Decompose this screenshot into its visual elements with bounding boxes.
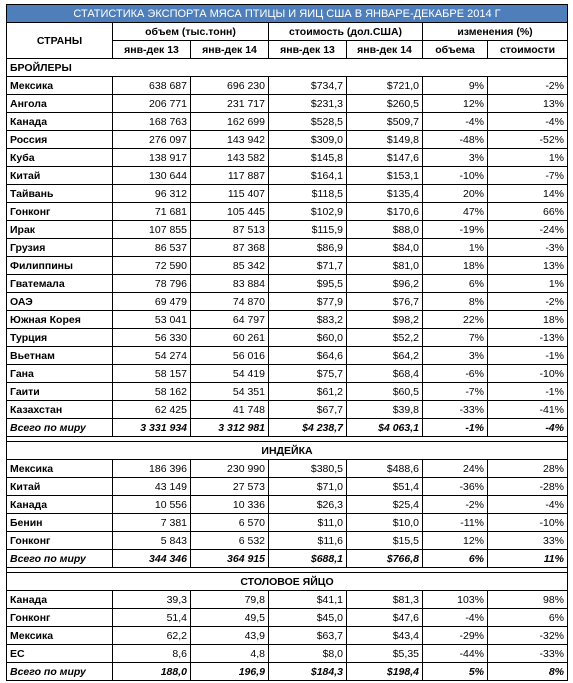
country-cell: Гватемала xyxy=(7,275,113,293)
value-cell: -10% xyxy=(488,365,568,383)
table-title: СТАТИСТИКА ЭКСПОРТА МЯСА ПТИЦЫ И ЯИЦ США В ЯНВАРЕ-ДЕКАБРЕ 2014 Г xyxy=(7,5,568,23)
value-cell: 18% xyxy=(423,257,488,275)
value-cell: $26,3 xyxy=(269,496,347,514)
value-cell: 49,5 xyxy=(191,609,269,627)
header-row xyxy=(7,23,568,41)
value-cell: $84,0 xyxy=(347,239,423,257)
value-cell: 6 570 xyxy=(191,514,269,532)
value-cell: 39,3 xyxy=(113,591,191,609)
subheader-cell: янв-дек 13 xyxy=(113,41,191,59)
value-cell: -4% xyxy=(488,113,568,131)
value-cell: 54 274 xyxy=(113,347,191,365)
value-cell: $15,5 xyxy=(347,532,423,550)
value-cell: -2% xyxy=(423,496,488,514)
country-cell: Бенин xyxy=(7,514,113,532)
value-cell: 1% xyxy=(488,149,568,167)
value-cell: $61,2 xyxy=(269,383,347,401)
value-cell: $309,0 xyxy=(269,131,347,149)
value-cell: 9% xyxy=(423,77,488,95)
value-cell: 276 097 xyxy=(113,131,191,149)
table-row xyxy=(7,383,568,401)
value-cell: 206 771 xyxy=(113,95,191,113)
value-cell: -11% xyxy=(423,514,488,532)
table-row xyxy=(7,77,568,95)
value-cell: 66% xyxy=(488,203,568,221)
table-row xyxy=(7,185,568,203)
country-cell: Ангола xyxy=(7,95,113,113)
value-cell: -44% xyxy=(423,645,488,663)
value-cell: 98% xyxy=(488,591,568,609)
value-cell: -29% xyxy=(423,627,488,645)
value-cell: $184,3 xyxy=(269,663,347,681)
country-cell: Канада xyxy=(7,113,113,131)
country-cell: Ирак xyxy=(7,221,113,239)
value-cell: 18% xyxy=(488,311,568,329)
value-cell: -4% xyxy=(488,496,568,514)
value-cell: 20% xyxy=(423,185,488,203)
value-cell: $68,4 xyxy=(347,365,423,383)
value-cell: -41% xyxy=(488,401,568,419)
value-cell: $60,5 xyxy=(347,383,423,401)
table-row xyxy=(7,239,568,257)
title-row xyxy=(7,5,568,23)
section-header-row xyxy=(7,573,568,591)
country-cell: Мексика xyxy=(7,627,113,645)
value-cell: 638 687 xyxy=(113,77,191,95)
country-cell: Гаити xyxy=(7,383,113,401)
value-cell: 8% xyxy=(488,663,568,681)
table-row xyxy=(7,401,568,419)
value-cell: $4 063,1 xyxy=(347,419,423,437)
table-row xyxy=(7,311,568,329)
value-cell: -3% xyxy=(488,239,568,257)
total-row xyxy=(7,550,568,568)
countries-header: СТРАНЫ xyxy=(7,23,113,59)
value-cell: $81,3 xyxy=(347,591,423,609)
value-cell: $8,0 xyxy=(269,645,347,663)
value-cell: -28% xyxy=(488,478,568,496)
value-cell: 8,6 xyxy=(113,645,191,663)
table-row xyxy=(7,221,568,239)
table-row xyxy=(7,478,568,496)
value-cell: 54 419 xyxy=(191,365,269,383)
value-cell: -52% xyxy=(488,131,568,149)
value-cell: $766,8 xyxy=(347,550,423,568)
value-cell: 27 573 xyxy=(191,478,269,496)
value-cell: -24% xyxy=(488,221,568,239)
value-cell: -33% xyxy=(423,401,488,419)
value-cell: 115 407 xyxy=(191,185,269,203)
value-cell: $52,2 xyxy=(347,329,423,347)
value-cell: $528,5 xyxy=(269,113,347,131)
country-cell: Всего по миру xyxy=(7,419,113,437)
value-cell: 3% xyxy=(423,149,488,167)
value-cell: $64,6 xyxy=(269,347,347,365)
value-cell: $77,9 xyxy=(269,293,347,311)
value-cell: 14% xyxy=(488,185,568,203)
value-cell: 4,8 xyxy=(191,645,269,663)
value-cell: 78 796 xyxy=(113,275,191,293)
country-cell: Китай xyxy=(7,478,113,496)
value-cell: 12% xyxy=(423,532,488,550)
value-cell: 1% xyxy=(488,275,568,293)
value-cell: 8% xyxy=(423,293,488,311)
value-cell: 51,4 xyxy=(113,609,191,627)
value-cell: -4% xyxy=(423,609,488,627)
value-cell: $98,2 xyxy=(347,311,423,329)
value-cell: $164,1 xyxy=(269,167,347,185)
country-cell: Тайвань xyxy=(7,185,113,203)
value-cell: $75,7 xyxy=(269,365,347,383)
value-cell: $170,6 xyxy=(347,203,423,221)
value-header: стоимость (дол.США) xyxy=(269,23,423,41)
value-cell: 3 312 981 xyxy=(191,419,269,437)
value-cell: -1% xyxy=(423,419,488,437)
value-cell: 53 041 xyxy=(113,311,191,329)
subheader-cell: объема xyxy=(423,41,488,59)
volume-header: объем (тыс.тонн) xyxy=(113,23,269,41)
value-cell: 5 843 xyxy=(113,532,191,550)
value-cell: $5,35 xyxy=(347,645,423,663)
value-cell: $11,6 xyxy=(269,532,347,550)
value-cell: $145,8 xyxy=(269,149,347,167)
value-cell: $43,4 xyxy=(347,627,423,645)
value-cell: 43 149 xyxy=(113,478,191,496)
value-cell: $102,9 xyxy=(269,203,347,221)
value-cell: 87 513 xyxy=(191,221,269,239)
section-title: СТОЛОВОЕ ЯЙЦО xyxy=(7,573,568,591)
value-cell: $11,0 xyxy=(269,514,347,532)
value-cell: 54 351 xyxy=(191,383,269,401)
value-cell: -7% xyxy=(423,383,488,401)
value-cell: $60,0 xyxy=(269,329,347,347)
value-cell: -4% xyxy=(488,419,568,437)
country-cell: Всего по миру xyxy=(7,550,113,568)
value-cell: 196,9 xyxy=(191,663,269,681)
value-cell: $198,4 xyxy=(347,663,423,681)
value-cell: 103% xyxy=(423,591,488,609)
value-cell: $135,4 xyxy=(347,185,423,203)
value-cell: 7% xyxy=(423,329,488,347)
country-cell: Мексика xyxy=(7,460,113,478)
value-cell: $153,1 xyxy=(347,167,423,185)
table-row xyxy=(7,532,568,550)
value-cell: $71,0 xyxy=(269,478,347,496)
value-cell: -36% xyxy=(423,478,488,496)
table-row xyxy=(7,149,568,167)
value-cell: 85 342 xyxy=(191,257,269,275)
table-body xyxy=(7,59,568,681)
subheader-cell: янв-дек 14 xyxy=(347,41,423,59)
country-cell: Канада xyxy=(7,496,113,514)
value-cell: $47,6 xyxy=(347,609,423,627)
value-cell: 79,8 xyxy=(191,591,269,609)
value-cell: 6% xyxy=(423,275,488,293)
country-cell: Всего по миру xyxy=(7,663,113,681)
value-cell: 696 230 xyxy=(191,77,269,95)
table-row xyxy=(7,257,568,275)
value-cell: 64 797 xyxy=(191,311,269,329)
value-cell: -48% xyxy=(423,131,488,149)
country-cell: Гонконг xyxy=(7,532,113,550)
value-cell: $41,1 xyxy=(269,591,347,609)
value-cell: $63,7 xyxy=(269,627,347,645)
table-row xyxy=(7,514,568,532)
value-cell: 74 870 xyxy=(191,293,269,311)
country-cell: Куба xyxy=(7,149,113,167)
value-cell: 87 368 xyxy=(191,239,269,257)
value-cell: -1% xyxy=(488,347,568,365)
value-cell: $147,6 xyxy=(347,149,423,167)
value-cell: 12% xyxy=(423,95,488,113)
value-cell: 11% xyxy=(488,550,568,568)
value-cell: -13% xyxy=(488,329,568,347)
value-cell: 130 644 xyxy=(113,167,191,185)
table-row xyxy=(7,203,568,221)
value-cell: -10% xyxy=(423,167,488,185)
value-cell: $10,0 xyxy=(347,514,423,532)
country-cell: Вьетнам xyxy=(7,347,113,365)
value-cell: -4% xyxy=(423,113,488,131)
table-row xyxy=(7,329,568,347)
value-cell: 107 855 xyxy=(113,221,191,239)
country-cell: Гана xyxy=(7,365,113,383)
country-cell: Канада xyxy=(7,591,113,609)
value-cell: 6% xyxy=(423,550,488,568)
table-row xyxy=(7,131,568,149)
table-row xyxy=(7,609,568,627)
value-cell: 71 681 xyxy=(113,203,191,221)
value-cell: 117 887 xyxy=(191,167,269,185)
value-cell: 138 917 xyxy=(113,149,191,167)
value-cell: 62 425 xyxy=(113,401,191,419)
value-cell: 1% xyxy=(423,239,488,257)
value-cell: 10 556 xyxy=(113,496,191,514)
value-cell: 344 346 xyxy=(113,550,191,568)
value-cell: 168 763 xyxy=(113,113,191,131)
value-cell: $86,9 xyxy=(269,239,347,257)
value-cell: 96 312 xyxy=(113,185,191,203)
table-row xyxy=(7,627,568,645)
value-cell: 143 942 xyxy=(191,131,269,149)
section-header-row xyxy=(7,442,568,460)
value-cell: $380,5 xyxy=(269,460,347,478)
value-cell: $149,8 xyxy=(347,131,423,149)
export-stats-document xyxy=(6,4,567,681)
value-cell: 105 445 xyxy=(191,203,269,221)
value-cell: 43,9 xyxy=(191,627,269,645)
table-row xyxy=(7,365,568,383)
table-row xyxy=(7,347,568,365)
value-cell: $71,7 xyxy=(269,257,347,275)
total-row xyxy=(7,663,568,681)
value-cell: -32% xyxy=(488,627,568,645)
table-row xyxy=(7,496,568,514)
value-cell: 10 336 xyxy=(191,496,269,514)
value-cell: $4 238,7 xyxy=(269,419,347,437)
country-cell: Гонконг xyxy=(7,203,113,221)
value-cell: $509,7 xyxy=(347,113,423,131)
value-cell: -1% xyxy=(488,383,568,401)
table-row xyxy=(7,95,568,113)
value-cell: 86 537 xyxy=(113,239,191,257)
country-cell: ОАЭ xyxy=(7,293,113,311)
value-cell: 13% xyxy=(488,257,568,275)
country-cell: Китай xyxy=(7,167,113,185)
value-cell: 69 479 xyxy=(113,293,191,311)
value-cell: $25,4 xyxy=(347,496,423,514)
value-cell: $51,4 xyxy=(347,478,423,496)
value-cell: 33% xyxy=(488,532,568,550)
value-cell: 62,2 xyxy=(113,627,191,645)
value-cell: $81,0 xyxy=(347,257,423,275)
subheader-cell: янв-дек 14 xyxy=(191,41,269,59)
value-cell: 162 699 xyxy=(191,113,269,131)
value-cell: 83 884 xyxy=(191,275,269,293)
value-cell: 72 590 xyxy=(113,257,191,275)
value-cell: 6 532 xyxy=(191,532,269,550)
value-cell: 24% xyxy=(423,460,488,478)
value-cell: $64,2 xyxy=(347,347,423,365)
country-cell: Гонконг xyxy=(7,609,113,627)
country-cell: Турция xyxy=(7,329,113,347)
table-row xyxy=(7,113,568,131)
value-cell: $231,3 xyxy=(269,95,347,113)
table-row xyxy=(7,645,568,663)
value-cell: 3 331 934 xyxy=(113,419,191,437)
value-cell: 143 582 xyxy=(191,149,269,167)
value-cell: 230 990 xyxy=(191,460,269,478)
value-cell: $76,7 xyxy=(347,293,423,311)
section-title: ИНДЕЙКА xyxy=(7,442,568,460)
export-table xyxy=(6,4,568,681)
value-cell: 28% xyxy=(488,460,568,478)
value-cell: $260,5 xyxy=(347,95,423,113)
value-cell: $115,9 xyxy=(269,221,347,239)
value-cell: 5% xyxy=(423,663,488,681)
section-title: БРОЙЛЕРЫ xyxy=(7,59,568,77)
value-cell: 58 157 xyxy=(113,365,191,383)
subheader-cell: стоимости xyxy=(488,41,568,59)
value-cell: -7% xyxy=(488,167,568,185)
country-cell: ЕС xyxy=(7,645,113,663)
value-cell: 364 915 xyxy=(191,550,269,568)
value-cell: 56 330 xyxy=(113,329,191,347)
value-cell: $88,0 xyxy=(347,221,423,239)
value-cell: 13% xyxy=(488,95,568,113)
value-cell: 22% xyxy=(423,311,488,329)
value-cell: 60 261 xyxy=(191,329,269,347)
value-cell: -10% xyxy=(488,514,568,532)
value-cell: $118,5 xyxy=(269,185,347,203)
table-row xyxy=(7,460,568,478)
table-row xyxy=(7,275,568,293)
value-cell: -2% xyxy=(488,293,568,311)
country-cell: Казахстан xyxy=(7,401,113,419)
value-cell: -2% xyxy=(488,77,568,95)
country-cell: Россия xyxy=(7,131,113,149)
value-cell: 188,0 xyxy=(113,663,191,681)
value-cell: 231 717 xyxy=(191,95,269,113)
section-header-row xyxy=(7,59,568,77)
country-cell: Мексика xyxy=(7,77,113,95)
value-cell: $39,8 xyxy=(347,401,423,419)
country-cell: Филиппины xyxy=(7,257,113,275)
table-row xyxy=(7,167,568,185)
subheader-cell: янв-дек 13 xyxy=(269,41,347,59)
value-cell: $95,5 xyxy=(269,275,347,293)
change-header: изменения (%) xyxy=(423,23,568,41)
value-cell: 6% xyxy=(488,609,568,627)
value-cell: 41 748 xyxy=(191,401,269,419)
value-cell: 7 381 xyxy=(113,514,191,532)
value-cell: $83,2 xyxy=(269,311,347,329)
table-row xyxy=(7,293,568,311)
value-cell: -6% xyxy=(423,365,488,383)
country-cell: Грузия xyxy=(7,239,113,257)
value-cell: $45,0 xyxy=(269,609,347,627)
value-cell: $688,1 xyxy=(269,550,347,568)
value-cell: $734,7 xyxy=(269,77,347,95)
value-cell: 3% xyxy=(423,347,488,365)
value-cell: $96,2 xyxy=(347,275,423,293)
value-cell: 47% xyxy=(423,203,488,221)
value-cell: $721,0 xyxy=(347,77,423,95)
country-cell: Южная Корея xyxy=(7,311,113,329)
value-cell: $67,7 xyxy=(269,401,347,419)
value-cell: -33% xyxy=(488,645,568,663)
value-cell: 58 162 xyxy=(113,383,191,401)
value-cell: $488,6 xyxy=(347,460,423,478)
value-cell: 56 016 xyxy=(191,347,269,365)
table-row xyxy=(7,591,568,609)
total-row xyxy=(7,419,568,437)
value-cell: -19% xyxy=(423,221,488,239)
value-cell: 186 396 xyxy=(113,460,191,478)
